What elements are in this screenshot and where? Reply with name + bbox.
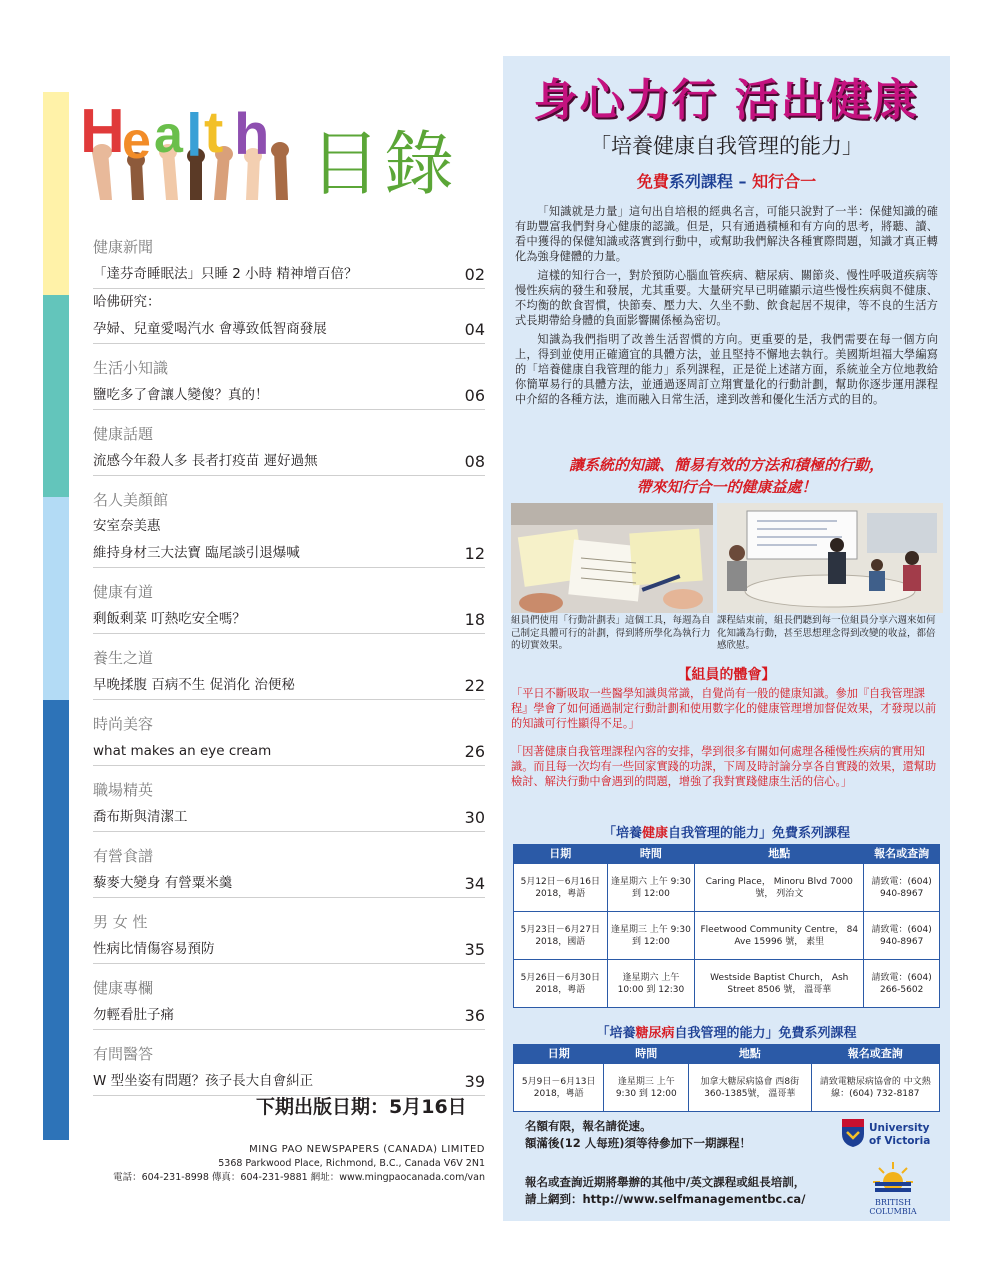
column-header-date: 日期	[514, 845, 608, 864]
table-title-highlight: 糖尿病	[635, 1026, 675, 1041]
uvic-wordmark	[869, 1122, 930, 1148]
course-free: 免費	[636, 172, 669, 191]
course-tagline	[503, 169, 950, 192]
cell-date: 5月9日－6月13日 2018，粵語	[514, 1064, 604, 1112]
toc-entry-title: 勿輕看肚子痛	[93, 1006, 174, 1023]
toc-section	[93, 579, 485, 634]
table-row	[514, 1064, 940, 1112]
toc-entry[interactable]	[93, 539, 485, 568]
toc-entry-page: 02	[464, 264, 485, 284]
toc-category: 名人美顏館	[93, 491, 169, 509]
publisher-info	[113, 1143, 485, 1185]
svg-text:l: l	[186, 102, 203, 169]
toc-entry-page: 39	[464, 1071, 485, 1091]
cell-time: 逢星期三 上午 9:30 到 12:00	[604, 1064, 689, 1112]
column-header-enquiry: 報名或查詢	[864, 845, 940, 864]
cell-time: 逢星期三 上午 9:30 到 12:00	[607, 912, 695, 960]
cell-location: Caring Place， Minoru Blvd 7000 號， 列治文	[695, 864, 864, 912]
toc-entry-page: 30	[464, 807, 485, 827]
toc-entry[interactable]	[93, 289, 485, 315]
toc-section	[93, 645, 485, 700]
toc-entry-page: 04	[464, 319, 485, 339]
toc-entry-title: 剩飯剩菜 叮熱吃安全嗎？	[93, 610, 246, 627]
toc-entry-title: 性病比情傷容易預防	[93, 940, 215, 957]
limited-places-notice	[525, 1118, 751, 1152]
color-strip-light-blue	[43, 497, 69, 700]
table-title-part: 自我管理的能力」免費系列課程	[668, 826, 851, 841]
toc-entry-page: 08	[464, 451, 485, 471]
color-strip-blue	[43, 700, 69, 1140]
toc-entry-title: 維持身材三大法寶 臨尾談引退爆喊	[93, 544, 300, 561]
toc-category: 時尚美容	[93, 715, 154, 733]
cell-time: 逢星期六 上午 10:00 到 12:30	[607, 960, 695, 1008]
toc-entry-title: 孕婦、兒童愛喝汽水 會導致低智商發展	[93, 320, 327, 337]
toc-section	[93, 711, 485, 766]
cell-enquiry: 請致電：(604) 940-8967	[864, 912, 940, 960]
health-logo	[78, 90, 303, 200]
intro-paragraph: 這樣的知行合一，對於預防心腦血管疾病、糖尿病、關節炎、慢性呼吸道疾病等慢性疾病的發生和發展，尤其重要。大量研究早已明確顯示這些慢性疾病與不健康、不均衡的飲食習慣，快節奏、壓力大、久坐不動、飲食起居不規律，等不良的生活方式長期帶給身體的負面影響關係極為密切。	[515, 269, 938, 327]
uvic-crest-icon	[841, 1118, 865, 1148]
toc-entry[interactable]	[93, 1001, 485, 1030]
toc-entry-title: 藜麥大變身 有營粟米羹	[93, 874, 233, 891]
toc-category: 養生之道	[93, 649, 154, 667]
toc-section	[93, 777, 485, 832]
toc-entry-title: 安室奈美惠	[93, 518, 161, 534]
toc-entry-title: 鹽吃多了會讓人變傻？真的！	[93, 386, 269, 403]
photo-caption: 課程結束前，組長們聽到每一位組員分享六週來如何化知識為行動，甚至思想理念得到改變的收益，都倍感欣慰。	[717, 615, 936, 651]
testimonial: 「因著健康自我管理課程內容的安排，學到很多有關如何處理各種慢性疾病的實用知識。而且每一次均有一些回家實踐的功課，下周及時討論分享各自實踐的效果，還幫助檢討、解決行動中會遇到的問題，增強了我對實踐健康生活的信心。」	[511, 745, 937, 788]
toc-section	[93, 909, 485, 964]
cell-enquiry: 請致電糖尿病協會的 中文熱線：(604) 732-8187	[811, 1064, 939, 1112]
cell-enquiry: 請致電：(604) 266-5602	[864, 960, 940, 1008]
photo-classroom-discussion	[717, 503, 943, 613]
toc-entry[interactable]	[93, 447, 485, 476]
diabetes-course-table-title	[503, 1022, 950, 1041]
cell-location: 加拿大糖尿病協會 西8街360-1385號， 溫哥華	[689, 1064, 812, 1112]
cell-date: 5月26日－6月30日 2018，粵語	[514, 960, 608, 1008]
table-header-row	[514, 845, 940, 864]
toc-section	[93, 975, 485, 1030]
table-title-part: 自我管理的能力」免費系列課程	[674, 1026, 857, 1041]
toc-entry[interactable]	[93, 935, 485, 964]
toc-category: 健康新聞	[93, 238, 154, 256]
toc-entry[interactable]	[93, 605, 485, 634]
intro-paragraph: 「知識就是力量」這句出自培根的經典名言，可能只說對了一半：保健知識的確有助豐富我們對身心健康的認識。但是，只有通過積極和有方向的思考，將聽、讀、看中獲得的保健知識或落實到行動中，或幫助我們解決各種實際問題，知識才真正轉化為強身健體的力量。	[515, 205, 938, 263]
cell-location: Westside Baptist Church， Ash Street 8506 號， 溫哥華	[695, 960, 864, 1008]
toc-category: 健康話題	[93, 425, 154, 443]
color-strip-yellow	[43, 92, 69, 295]
svg-text:a: a	[154, 106, 183, 164]
testimonial: 「平日不斷吸取一些醫學知識與常識，自覺尚有一般的健康知識。參加『自我管理課程』學會了如何通過制定行動計劃和使用數字化的健康管理增加督促效果，才發現以前的知識可行性顯得不足。」	[511, 687, 937, 730]
toc-entry-page: 18	[464, 609, 485, 629]
uvic-line: University	[869, 1122, 930, 1134]
table-title-highlight: 健康	[641, 826, 668, 841]
photo-caption: 組員們使用「行動計劃表」這個工具，每週為自己制定具體可行的計劃，得到將所學化為執行力的切實效果。	[511, 615, 711, 651]
more-info	[525, 1174, 805, 1208]
cell-date: 5月23日－6月27日 2018，國語	[514, 912, 608, 960]
toc-category: 有問醫答	[93, 1045, 154, 1063]
course-advertisement	[503, 56, 950, 1221]
diabetes-course-schedule-table	[513, 1044, 940, 1112]
table-title-part: 「培養	[596, 1026, 636, 1041]
toc-entry-page: 36	[464, 1005, 485, 1025]
intro-paragraph: 知識為我們指明了改善生活習慣的方向。更重要的是，我們需要在每一個方向上，得到並使用正確適宜的具體方法，並且堅持不懈地去執行。美國斯坦福大學編寫的「培養健康自我管理的能力」系列課程，正是從上述諸方面，系統並全方位地教給你簡單易行的具體方法，並通過逐周訂立翔實量化的行動計劃，幫助你逐步運用課程中介紹的各種方法，進而融入日常生活，達到改善和優化生活方式的目的。	[515, 333, 938, 406]
svg-text:H: H	[80, 97, 125, 166]
toc-entry[interactable]	[93, 315, 485, 344]
toc-entry[interactable]	[93, 671, 485, 700]
more-info-line[interactable]: 請上網到：http://www.selfmanagementbc.ca/	[525, 1192, 806, 1206]
ad-title: 身心力行 活出健康	[533, 75, 919, 126]
page-title: 目錄	[310, 123, 458, 205]
svg-text:h: h	[234, 102, 270, 167]
notice-line: 額滿後(12 人每班)須等待參加下一期課程！	[525, 1136, 752, 1150]
bc-sun-icon	[871, 1160, 915, 1196]
table-header-row	[514, 1045, 940, 1064]
column-header-time: 時間	[607, 845, 695, 864]
toc-category: 健康有道	[93, 583, 154, 601]
publisher-contact: 電話：604-231-8998 傳真：604-231-9881 網址：www.mingpaocanada.com/van	[113, 1172, 485, 1183]
cell-date: 5月12日－6月16日 2018，粵語	[514, 864, 608, 912]
slogan-line: 讓系統的知識、簡易有效的方法和積極的行動，	[568, 456, 884, 474]
bc-line: COLUMBIA	[869, 1207, 917, 1216]
cell-location: Fleetwood Community Centre， 84 Ave 15996 號， 素里	[695, 912, 864, 960]
color-strip-teal	[43, 295, 69, 497]
table-row	[514, 912, 940, 960]
british-columbia-logo	[853, 1160, 933, 1218]
toc-section	[93, 355, 485, 410]
publisher-name: MING PAO NEWSPAPERS (CANADA) LIMITED	[249, 1144, 485, 1155]
ad-subtitle: 「培養健康自我管理的能力」	[590, 134, 863, 158]
toc-entry-page: 06	[464, 385, 485, 405]
column-header-time: 時間	[604, 1045, 689, 1064]
publisher-address: 5368 Parkwood Place, Richmond, B.C., Canada V6V 2N1	[218, 1158, 485, 1169]
toc-entry[interactable]	[93, 803, 485, 832]
bc-wordmark	[853, 1198, 933, 1216]
members-heading: 【組員的體會】	[677, 667, 776, 683]
photo-action-plan-worksheets	[511, 503, 713, 613]
slogan	[503, 454, 950, 498]
toc-entry[interactable]	[93, 737, 485, 766]
svg-text:t: t	[204, 100, 224, 165]
toc-category: 職場精英	[93, 781, 154, 799]
toc-section	[93, 1041, 485, 1096]
uvic-line: of Victoria	[869, 1135, 931, 1147]
toc-category: 男 女 性	[93, 913, 148, 931]
column-header-location: 地點	[689, 1045, 812, 1064]
toc-entry-title: 「達芬奇睡眠法」只睡 2 小時 精神增百倍？	[93, 265, 358, 282]
course-series: 系列課程 –	[668, 172, 753, 191]
cell-time: 逢星期六 上午 9:30 到 12:00	[607, 864, 695, 912]
bc-line: BRITISH	[874, 1198, 911, 1207]
toc-entry-title: 喬布斯與清潔工	[93, 808, 188, 825]
toc-entry[interactable]	[93, 869, 485, 898]
table-title-part: 「培養	[602, 826, 642, 841]
toc-entry-title: 哈佛研究：	[93, 294, 161, 310]
column-header-location: 地點	[695, 845, 864, 864]
health-course-schedule-table	[513, 844, 940, 1008]
toc-entry[interactable]	[93, 260, 485, 289]
toc-section	[93, 421, 485, 476]
toc-entry-page: 34	[464, 873, 485, 893]
toc-entry[interactable]	[93, 381, 485, 410]
table-row	[514, 864, 940, 912]
more-info-line: 報名或查詢近期將舉辦的其他中/英文課程或組長培訓，	[525, 1175, 806, 1189]
toc-section	[93, 234, 485, 344]
intro-text	[515, 204, 938, 411]
toc-category: 生活小知識	[93, 359, 169, 377]
toc-entry-page: 35	[464, 939, 485, 959]
toc-entry-title: what makes an eye cream	[93, 742, 272, 759]
column-header-date: 日期	[514, 1045, 604, 1064]
cell-enquiry: 請致電：(604) 940-8967	[864, 864, 940, 912]
university-of-victoria-logo	[841, 1118, 941, 1154]
svg-text:e: e	[122, 112, 151, 170]
column-header-enquiry: 報名或查詢	[811, 1045, 939, 1064]
health-course-table-title	[503, 822, 950, 841]
toc-entry[interactable]	[93, 513, 485, 539]
next-issue-date: 下期出版日期：5月16日	[256, 1096, 467, 1118]
toc-entry-title: 流感今年殺人多 長者打疫苗 遲好過無	[93, 452, 318, 469]
table-row	[514, 960, 940, 1008]
toc-entry-title: 早晚揉腹 百病不生 促消化 治便秘	[93, 676, 295, 693]
toc-category: 健康專欄	[93, 979, 154, 997]
toc-entry-title: W 型坐姿有問題？孩子長大自會糾正	[93, 1072, 314, 1089]
toc-section	[93, 843, 485, 898]
table-of-contents	[93, 234, 485, 1107]
toc-category: 有營食譜	[93, 847, 154, 865]
toc-entry-page: 12	[464, 543, 485, 563]
notice-line: 名額有限，報名請從速。	[525, 1119, 652, 1133]
toc-entry-page: 26	[464, 741, 485, 761]
toc-section	[93, 487, 485, 568]
slogan-line: 帶來知行合一的健康益處！	[636, 478, 817, 496]
course-motto: 知行合一	[752, 172, 817, 191]
toc-entry-page: 22	[464, 675, 485, 695]
